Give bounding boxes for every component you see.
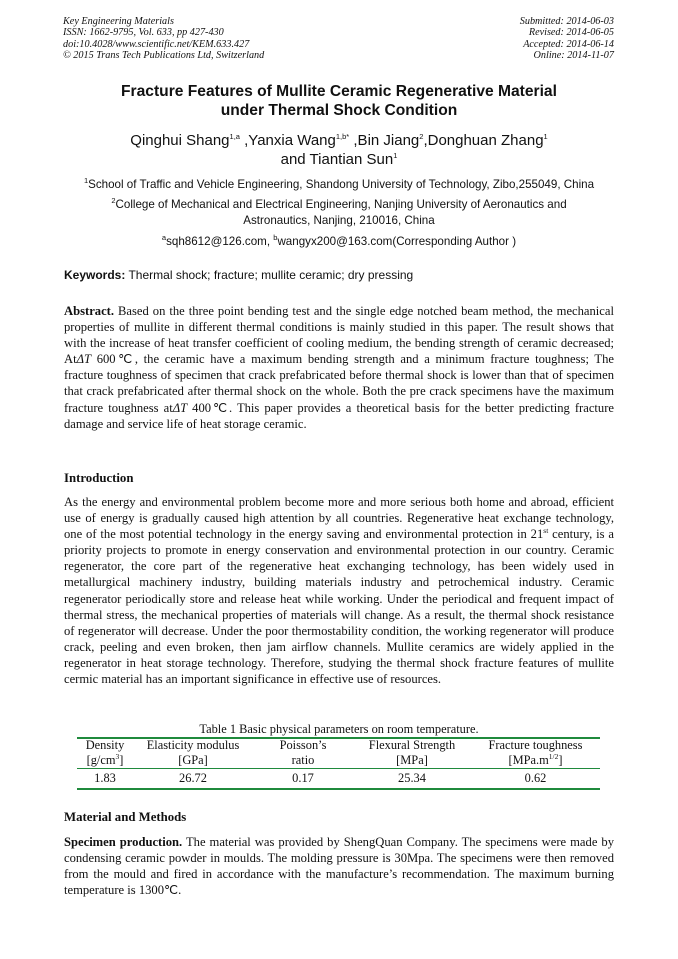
- introduction-heading: Introduction: [64, 471, 134, 485]
- author-name: ,Yanxia Wang: [244, 132, 336, 149]
- email-mark: b: [273, 233, 278, 243]
- table-mid-rule: [77, 768, 600, 769]
- affiliation-1: [0, 177, 678, 193]
- abstract-text: 600℃, the ceramic have a maximum bending strength and a minimum fracture toughness; The fracture toughness of specimen that crack prefabricated before thermal shock is lower than that of specimen that crack prefabricated after thermal shock on the whole. Both the pre crack specimens have the maximum fracture toughness at: [64, 352, 614, 415]
- journal-issn: ISSN: 1662-9795, Vol. 633, pp 427-430: [63, 27, 224, 39]
- methods-body: [64, 834, 614, 898]
- keywords: [64, 268, 413, 282]
- date-online: Online: 2014-11-07: [533, 50, 614, 62]
- abstract-text: 400℃. This paper provides a theoretical basis for the better predicting fracture damage and service life of heat storage ceramic.: [64, 400, 614, 431]
- date-accepted: Accepted: 2014-06-14: [523, 38, 614, 50]
- table-header-row: [77, 738, 600, 767]
- table-cell: 26.72: [179, 771, 207, 785]
- date-revised: Revised: 2014-06-05: [528, 27, 614, 39]
- abstract-text: Based on the three point bending test and the single edge notched beam method, the mechanical properties of mullite in different thermal conditions is mainly studied in this paper. The result shows that with the increase of heat transfer coefficient of cooling medium, the bending strength of ceramic decreased; At: [64, 304, 614, 367]
- table-header-cell: Fracture toughness $[MPa.m^{1/2}]$: [488, 738, 583, 767]
- table-header-cell: Density $[g/cm^3]$: [85, 738, 125, 767]
- table-bottom-rule: [77, 788, 600, 790]
- table-row: [77, 767, 600, 786]
- abstract: [64, 303, 614, 432]
- affiliation-text: Astronautics, Nanjing, 210016, China: [243, 214, 435, 227]
- affiliation-text: College of Mechanical and Electrical Engineering, Nanjing University of Aeronautics and: [115, 198, 567, 211]
- journal-info: [63, 16, 264, 62]
- title-line-2: under Thermal Shock Condition: [220, 102, 458, 119]
- delta-t-symbol: ΔT: [76, 352, 91, 367]
- methods-heading: Material and Methods: [64, 810, 187, 824]
- table-header-cell: Poisson’s ratio: [279, 738, 327, 767]
- subsection-label: Specimen production.: [64, 835, 183, 849]
- introduction-text: As the energy and environmental problem become more and more serious both home and abroad, efficient use of energy is gradually caused high attention by all countries. Regenerative heat exchange technology, one of the most potential technology in the energy saving and environmental protection in 21: [64, 495, 614, 542]
- author-list: [0, 131, 678, 169]
- affiliation-mark: 2: [111, 196, 116, 206]
- author-affiliation-mark: 1: [543, 132, 548, 141]
- keywords-label: Keywords:: [64, 268, 126, 282]
- delta-t-symbol: ΔT: [172, 400, 188, 415]
- date-submitted: Submitted: 2014-06-03: [519, 16, 614, 27]
- author-affiliation-mark: 1: [393, 151, 398, 160]
- author-name: Qinghui Shang: [130, 132, 230, 149]
- author-emails: [0, 234, 678, 250]
- author-affiliation-mark: 1,b*: [335, 132, 350, 141]
- journal-doi: doi:10.4028/www.scientific.net/KEM.633.427: [63, 38, 250, 50]
- parameters-table: [77, 738, 600, 786]
- ordinal-suffix: st: [543, 526, 549, 535]
- table-cell: 25.34: [398, 771, 426, 785]
- affiliation-text: School of Traffic and Vehicle Engineering, Shandong University of Technology, Zibo,255049, China: [88, 178, 595, 191]
- paper-title: [0, 82, 678, 120]
- email-b: wangyx200@163.com(Corresponding Author ): [277, 235, 517, 248]
- publication-dates: [520, 16, 614, 62]
- table-cell: 0.62: [524, 771, 547, 785]
- author-name: ,Bin Jiang: [353, 132, 420, 149]
- table-caption: Table 1 Basic physical parameters on room temperature.: [199, 722, 479, 736]
- author-affiliation-mark: 1,a: [229, 132, 240, 141]
- email-mark: a: [161, 233, 167, 243]
- table-cell: 0.17: [292, 771, 314, 785]
- table-cell: 1.83: [94, 771, 116, 785]
- author-affiliation-mark: 2: [419, 132, 424, 141]
- introduction-body: [64, 494, 614, 687]
- title-line-1: Fracture Features of Mullite Ceramic Regenerative Material: [121, 83, 557, 100]
- table-header-cell: Elasticity modulus [GPa]: [146, 738, 240, 767]
- email-a: sqh8612@126.com,: [166, 235, 274, 248]
- methods-text: The material was provided by ShengQuan Company. The specimens were made by condensing ceramic powder in moulds. The molding pressure is 30Mpa. The specimens were then removed from the mould and fired in accordance with the manufacture’s recommendation. The maximum burning temperature is 1300℃.: [64, 835, 615, 898]
- author-name: ,Donghuan Zhang: [423, 132, 544, 149]
- table-header-cell: Flexural Strength [MPa]: [368, 738, 456, 767]
- author-name: and Tiantian Sun: [280, 151, 394, 168]
- keywords-text: Thermal shock; fracture; mullite ceramic; dry pressing: [125, 268, 414, 282]
- introduction-text: century, is a priority projects to promote in energy conservation and environmental protection in our country. Ceramic regenerator, the core part of the regenerative heat exchanging technology, has been widely used in metallurgical machinery industry, building materials industry and petrochemical industry. Ceramic regenerator periodically store and release heat while working. Under the periodical and frequent impact of thermal stress, the mechanical properties of materials will change. As a result, the thermal shock resistance of regenerator will decrease. Under the poor thermostability condition, the working regenerator will produce crack, peeling and even broken, then jam airflow channels. Mullite ceramics are widely applied in the regenerator in heat storage technology. Therefore, studying the thermal shock fracture features of mullite cermic material has an important significance in effective use of resources.: [64, 527, 615, 687]
- journal-name: Key Engineering Materials: [63, 16, 174, 27]
- affiliation-2: [0, 197, 678, 229]
- abstract-label: Abstract.: [64, 304, 115, 318]
- journal-copyright: © 2015 Trans Tech Publications Ltd, Switzerland: [63, 50, 265, 62]
- affiliation-mark: 1: [83, 176, 89, 186]
